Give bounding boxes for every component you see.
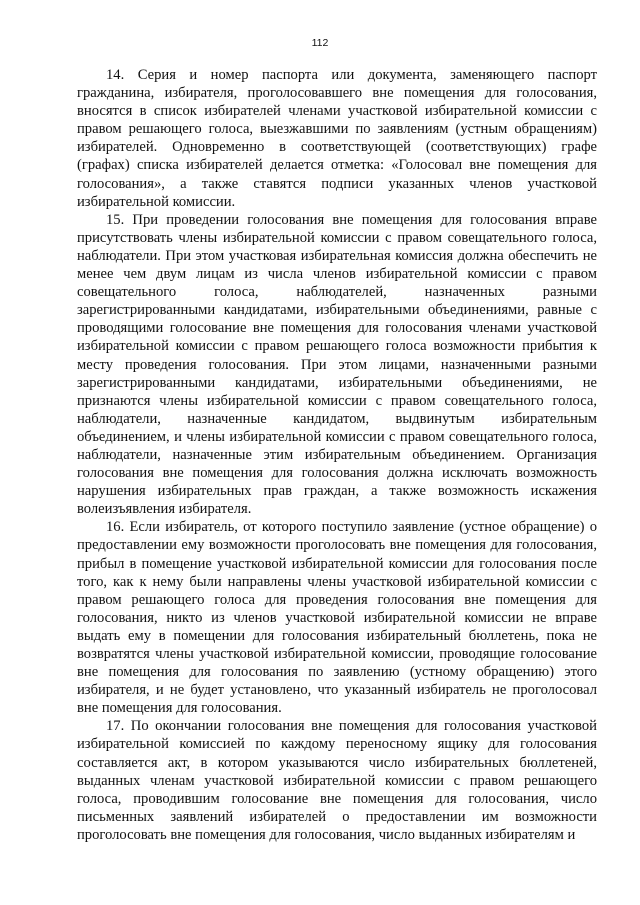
paragraph-15: 15. При проведении голосования вне помещения для голосования вправе присутствовать члены избирательной комиссии с правом совещательного голоса, наблюдатели. При этом участковая избирательная комиссия должна обеспечить не менее чем двум лицам из числа членов избирательной комиссии с правом совещательного голоса, наблюдателей, назначенных разными зарегистрированными кандидатами, избирательными объединениями, равные с проводящими голосование вне помещения для голосования членами участковой избирательной комиссии с правом решающего голоса возможности прибытия к месту проведения голосования. При этом лицами, назначенными разными зарегистрированными кандидатами, избирательными объединениями, не признаются члены избирательной комиссии с правом совещательного голоса, наблюдатели, назначенные кандидатом, выдвинутым избирательным объединением, и члены избирательной комиссии с правом совещательного голоса, наблюдатели, назначенные этим избирательным объединением. Организация голосования вне помещения для голосования должна исключать возможность нарушения избирательных прав граждан, а также возможность искажения волеизъявления избирателя. [77,211,597,518]
paragraph-17: 17. По окончании голосования вне помещения для голосования участковой избирательной комиссией по каждому переносному ящику для голосования составляется акт, в котором указываются число избирательных бюллетеней, выданных членам участковой избирательной комиссии с правом решающего голоса, проводившим голосование вне помещения для голосования, число письменных заявлений избирателей о предоставлении им возможности проголосовать вне помещения для голосования, число выданных избирателям и [77,718,597,843]
document-body [77,66,597,844]
page-number: 112 [311,37,329,49]
paragraph-16: 16. Если избиратель, от которого поступило заявление (устное обращение) о предоставлении ему возможности проголосовать вне помещения для голосования, прибыл в помещение участковой избирательной комиссии для голосования после того, как к нему были направлены члены участковой избирательной комиссии с правом решающего голоса для проведения голосования вне помещения для голосования, никто из членов участковой избирательной комиссии не вправе выдать ему в помещении для голосования избирательный бюллетень, пока не возвратятся члены участковой избирательной комиссии, проводящие голосование вне помещения для голосования по заявлению (устному обращению) этого избирателя, и не будет установлено, что указанный избиратель не проголосовал вне помещения для голосования. [77,519,597,717]
paragraph-14: 14. Серия и номер паспорта или документа, заменяющего паспорт гражданина, избирателя, проголосовавшего вне помещения для голосования, вносятся в список избирателей членами участковой избирательной комиссии с правом решающего голоса, выезжавшими по заявлениям (устным обращениям) избирателей. Одновременно в соответствующей (соответствующих) графе (графах) списка избирателей делается отметка: «Голосовал вне помещения для голосования», а также ставятся подписи указанных членов участковой избирательной комиссии. [77,67,597,210]
